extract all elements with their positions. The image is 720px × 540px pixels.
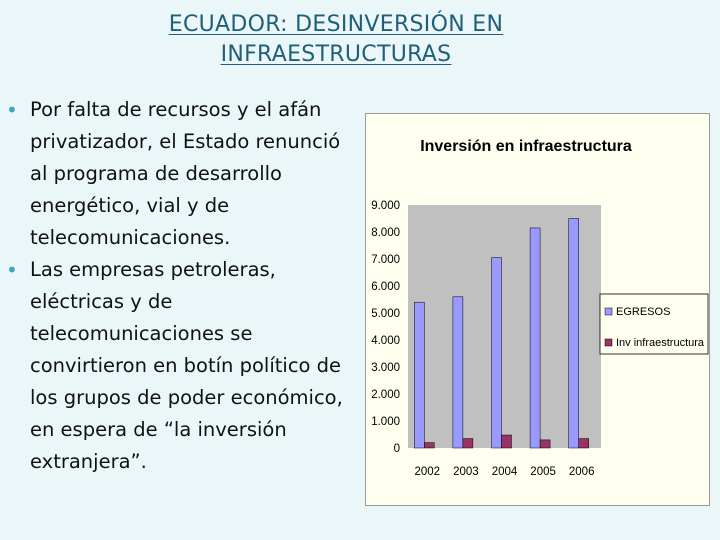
bar-egresos <box>530 228 540 448</box>
legend-label-inversion: Inv infraestructura <box>616 337 705 349</box>
bar-egresos <box>453 297 463 448</box>
legend-swatch-inversion <box>605 339 612 346</box>
y-tick-label: 2.000 <box>371 389 400 401</box>
bar-inv-infraestructura <box>424 443 434 448</box>
legend-swatch-egresos <box>605 308 612 315</box>
x-axis-ticks <box>415 466 595 478</box>
x-tick-label: 2002 <box>414 466 441 478</box>
bar-inv-infraestructura <box>502 435 512 448</box>
y-tick-label: 0 <box>393 443 400 455</box>
bullet-dot-icon: • <box>6 98 18 122</box>
x-tick-label: 2005 <box>530 466 556 478</box>
chart-title: Inversión en infraestructura <box>420 138 632 155</box>
chart-frame <box>365 113 710 506</box>
bar-inv-infraestructura <box>579 439 589 448</box>
chart-legend <box>600 294 708 354</box>
x-tick-label: 2004 <box>491 466 518 478</box>
bullet-item <box>6 94 351 254</box>
y-tick-label: 3.000 <box>371 362 400 374</box>
y-tick-label: 7.000 <box>371 254 400 266</box>
bullet-list <box>6 94 351 478</box>
y-tick-label: 4.000 <box>371 335 400 347</box>
bullet-dot-icon: • <box>6 258 18 282</box>
bar-egresos <box>492 258 502 448</box>
y-axis-ticks <box>371 200 400 455</box>
y-tick-label: 8.000 <box>371 227 400 239</box>
y-tick-label: 1.000 <box>371 416 400 428</box>
bullet-item <box>6 254 351 478</box>
x-tick-label: 2003 <box>453 466 479 478</box>
bar-inv-infraestructura <box>463 439 473 448</box>
bar-egresos <box>569 219 579 449</box>
legend-label-egresos: EGRESOS <box>616 306 671 318</box>
bar-egresos <box>414 302 424 448</box>
bullet-text: Por falta de recursos y el afán privatizador, el Estado renunció al programa de desarrollo energético, vial y de telecomunicaciones. <box>30 98 341 249</box>
y-tick-label: 9.000 <box>371 200 400 212</box>
slide-title-line-1: ECUADOR: DESINVERSIÓN EN <box>168 12 504 37</box>
bullet-text: Las empresas petroleras, eléctricas y de telecomunicaciones se convirtieron en botín político de los grupos de poder económico, en espera de “la inversión extranjera”. <box>30 258 343 473</box>
bar-chart <box>366 114 711 507</box>
x-tick-label: 2006 <box>568 466 595 478</box>
y-tick-label: 5.000 <box>371 308 400 320</box>
y-tick-label: 6.000 <box>371 281 400 293</box>
slide-title <box>0 10 672 70</box>
bar-inv-infraestructura <box>540 440 550 448</box>
slide-title-line-2: INFRAESTRUCTURAS <box>220 42 452 67</box>
